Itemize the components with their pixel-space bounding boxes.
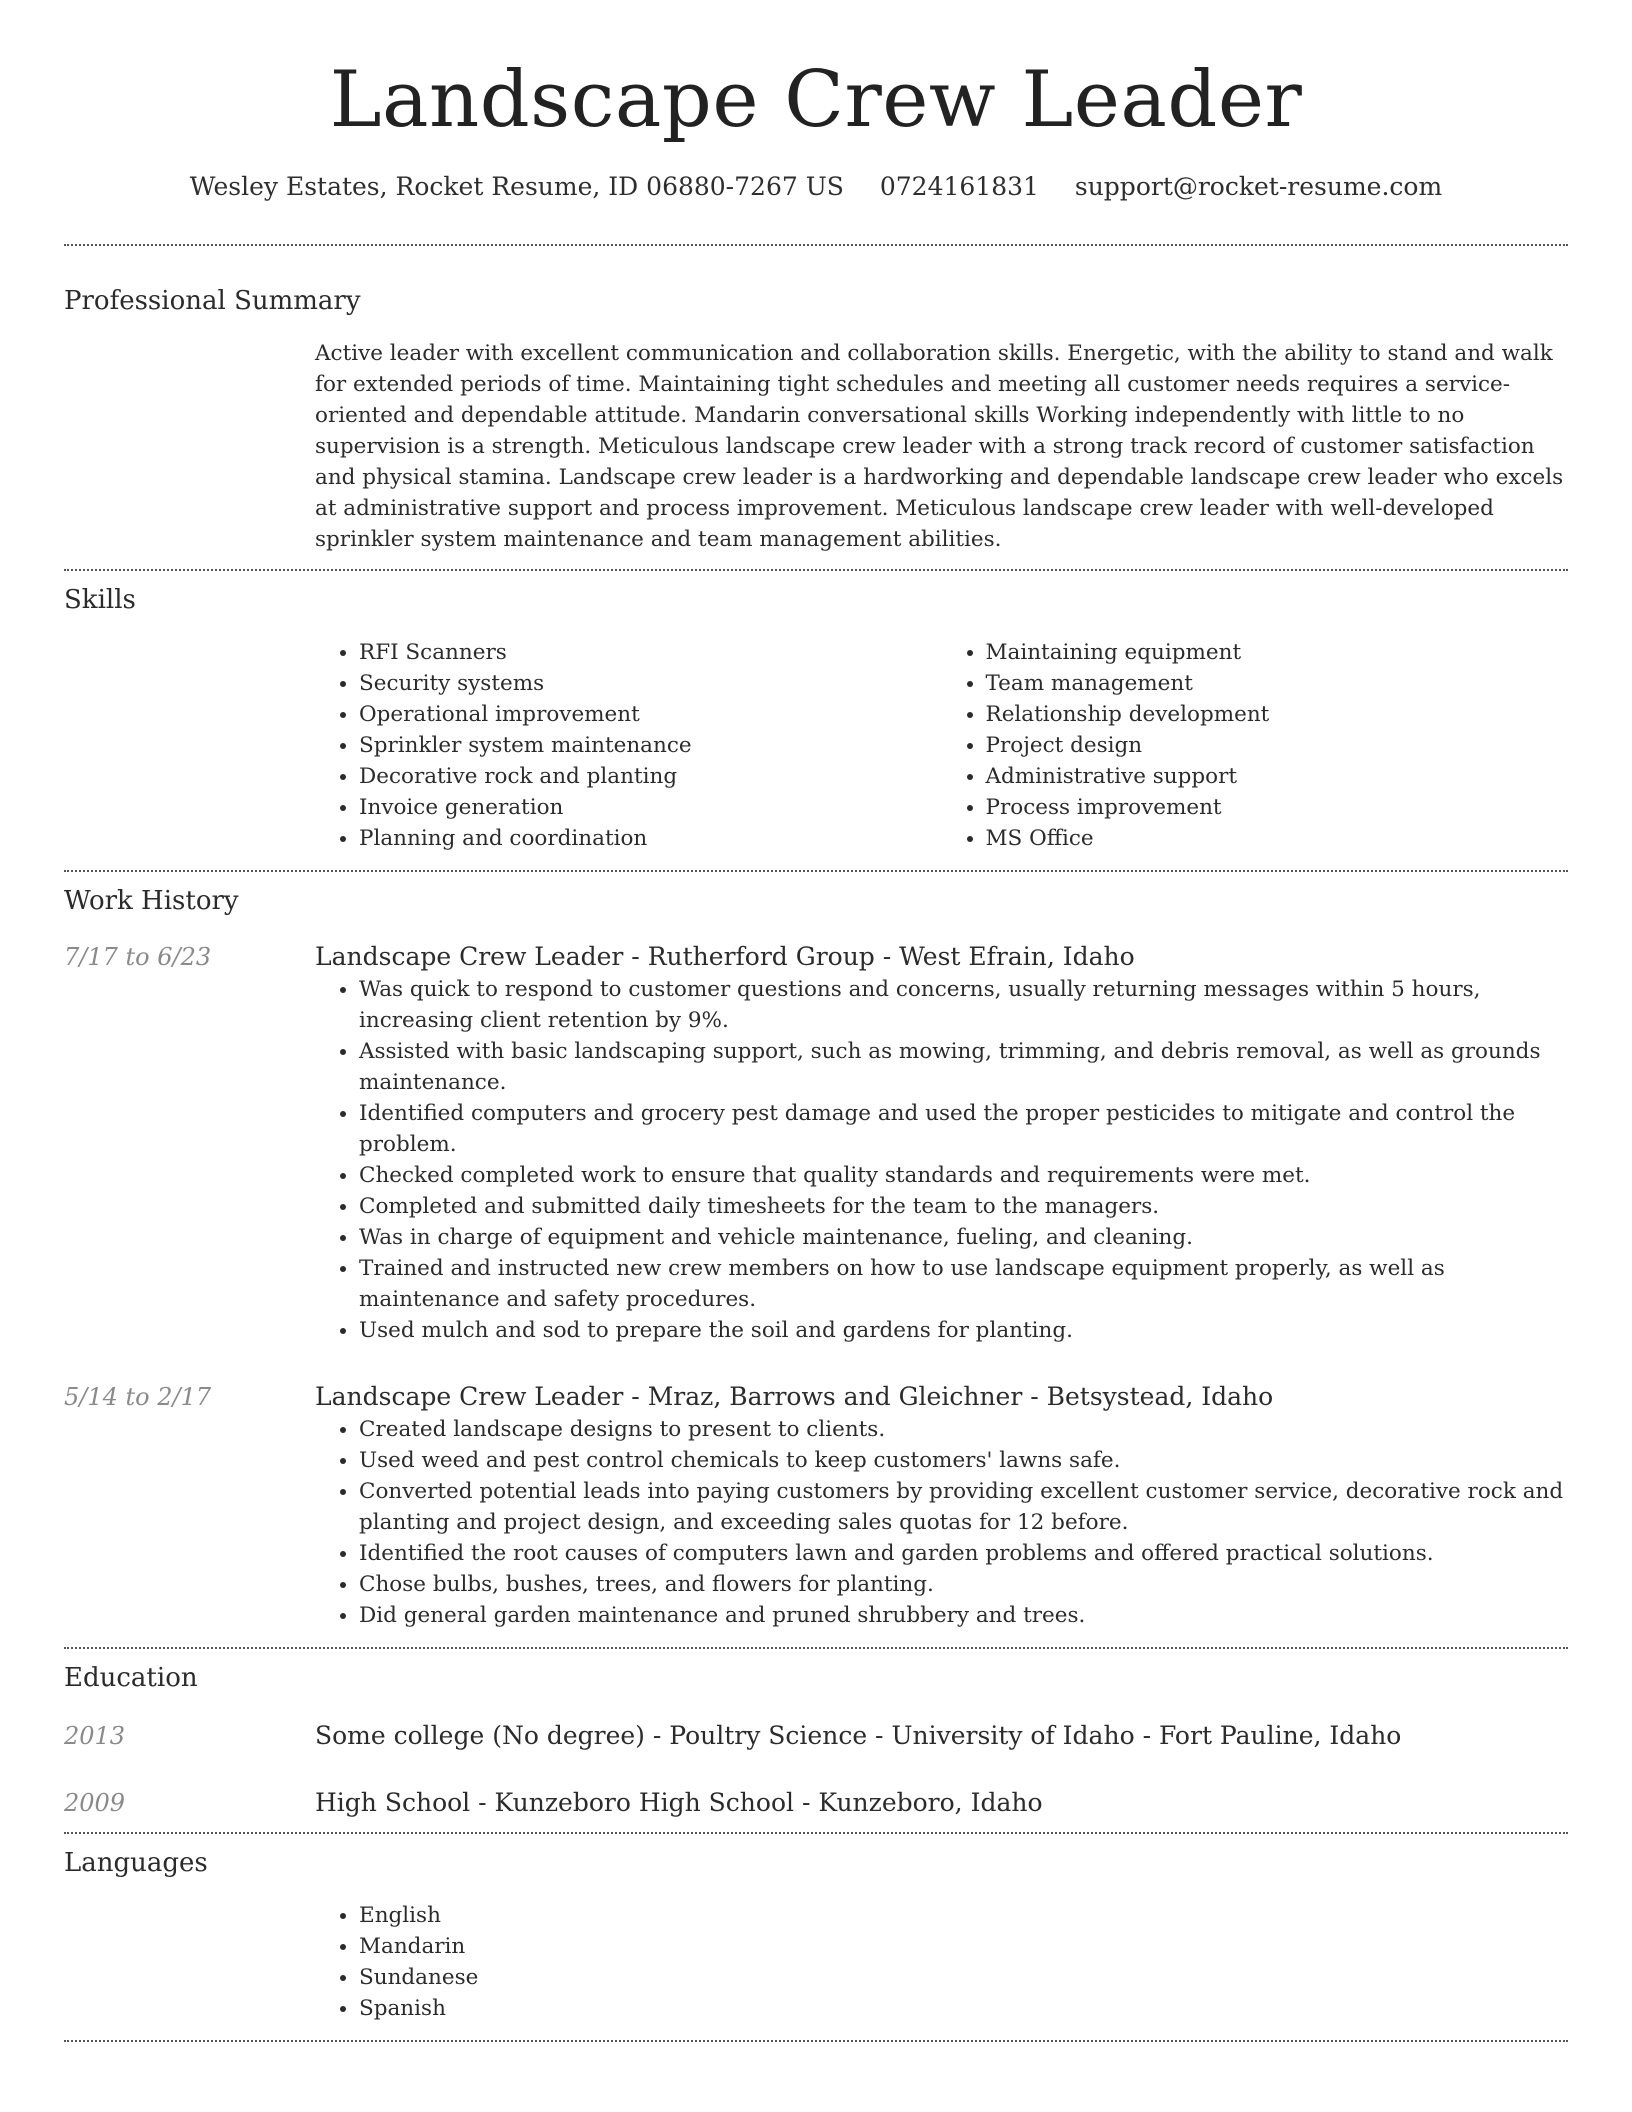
education-entry [64,1719,1568,1753]
work-section [64,872,1568,1631]
education-year: 2009 [64,1789,126,1817]
education-text: Some college (No degree) - Poultry Science - University of Idaho - Fort Pauline, Idaho [315,1721,1402,1750]
languages-list [315,1900,1568,2024]
skill-item: • Invoice generation [359,792,942,823]
skill-item: • Project design [986,730,1569,761]
language-item: • Mandarin [359,1931,1568,1962]
skill-item: • Process improvement [986,792,1569,823]
resume-title: Landscape Crew Leader [329,55,1303,145]
summary-section [64,246,1568,555]
skill-item: • Administrative support [986,761,1569,792]
skill-item: • Team management [986,668,1569,699]
job-bullet: • Was quick to respond to customer questions and concerns, usually returning messages within 5 hours, increasing client retention by 9%. [359,974,1568,1036]
job-bullet: • Used mulch and sod to prepare the soil and gardens for planting. [359,1315,1568,1346]
skill-item: • Planning and coordination [359,823,942,854]
job-dates: 5/14 to 2/17 [64,1383,212,1411]
skill-item: • Relationship development [986,699,1569,730]
contact-phone: 0724161831 [879,172,1039,201]
job-bullet: • Assisted with basic landscaping support, such as mowing, trimming, and debris removal, as well as grounds maintenance. [359,1036,1568,1098]
resume-header [64,0,1568,204]
job-bullet: • Converted potential leads into paying customers by providing excellent customer service, decorative rock and planting and project design, and exceeding sales quotas for 12 before. [359,1476,1568,1538]
education-section [64,1649,1568,1820]
job-body [315,1380,1568,1631]
skills-grid [315,637,1568,854]
education-text: High School - Kunzeboro High School - Kunzeboro, Idaho [315,1788,1043,1817]
contact-line [64,170,1568,204]
job-bullet: • Identified computers and grocery pest damage and used the proper pesticides to mitigate and control the problem. [359,1098,1568,1160]
languages-content [315,1900,1568,2024]
skill-item: • Maintaining equipment [986,637,1569,668]
languages-section [64,1834,1568,2024]
languages-heading: Languages [64,1848,208,1878]
summary-text: Active leader with excellent communication and collaboration skills. Energetic, with the ability to stand and walk for extended periods of time. Maintaining tight schedules and meeting all customer needs requires a service-oriented and dependable attitude. Mandarin conversational skills Working independently with little to no supervision is a strength. Meticulous landscape crew leader with a strong track record of customer satisfaction and physical stamina. Landscape crew leader is a hardworking and dependable landscape crew leader who excels at administrative support and process improvement. Meticulous landscape crew leader with well-developed sprinkler system maintenance and team management abilities. [315,341,1564,552]
language-item: • English [359,1900,1568,1931]
education-entry [64,1786,1568,1820]
job-bullet: • Did general garden maintenance and pruned shrubbery and trees. [359,1600,1568,1631]
language-item: • Spanish [359,1993,1568,2024]
job-bullets [315,1414,1568,1631]
skills-list-right [942,637,1569,854]
education-body [315,1786,1568,1820]
skill-item: • Security systems [359,668,942,699]
summary-heading: Professional Summary [64,286,361,316]
job-entry [64,1380,1568,1631]
job-bullet: • Used weed and pest control chemicals to keep customers' lawns safe. [359,1445,1568,1476]
job-body [315,940,1568,1346]
contact-email: support@rocket-resume.com [1074,172,1443,201]
education-year: 2013 [64,1722,126,1750]
job-bullet: • Trained and instructed new crew members on how to use landscape equipment properly, as well as maintenance and safety procedures. [359,1253,1568,1315]
skill-item: • Decorative rock and planting [359,761,942,792]
language-item: • Sundanese [359,1962,1568,1993]
job-dates: 7/17 to 6/23 [64,943,212,971]
job-bullet: • Completed and submitted daily timesheets for the team to the managers. [359,1191,1568,1222]
job-bullet: • Identified the root causes of computers lawn and garden problems and offered practical solutions. [359,1538,1568,1569]
job-bullet: • Chose bulbs, bushes, trees, and flowers for planting. [359,1569,1568,1600]
job-bullet: • Was in charge of equipment and vehicle maintenance, fueling, and cleaning. [359,1222,1568,1253]
skill-item: • Operational improvement [359,699,942,730]
divider [64,2040,1568,2042]
work-heading: Work History [64,886,239,916]
job-entry [64,940,1568,1346]
skill-item: • Sprinkler system maintenance [359,730,942,761]
skill-item: • MS Office [986,823,1569,854]
skills-heading: Skills [64,585,136,615]
contact-address: Wesley Estates, Rocket Resume, ID 06880-7267 US [189,172,844,201]
skills-section [64,571,1568,854]
job-title: Landscape Crew Leader - Rutherford Group - West Efrain, Idaho [315,942,1135,971]
job-bullets [315,974,1568,1346]
job-bullet: • Created landscape designs to present to clients. [359,1414,1568,1445]
skills-list-left [315,637,942,854]
education-heading: Education [64,1663,198,1693]
skill-item: • RFI Scanners [359,637,942,668]
education-body [315,1719,1568,1753]
job-title: Landscape Crew Leader - Mraz, Barrows and Gleichner - Betsystead, Idaho [315,1382,1274,1411]
summary-content [315,338,1568,555]
job-bullet: • Checked completed work to ensure that quality standards and requirements were met. [359,1160,1568,1191]
